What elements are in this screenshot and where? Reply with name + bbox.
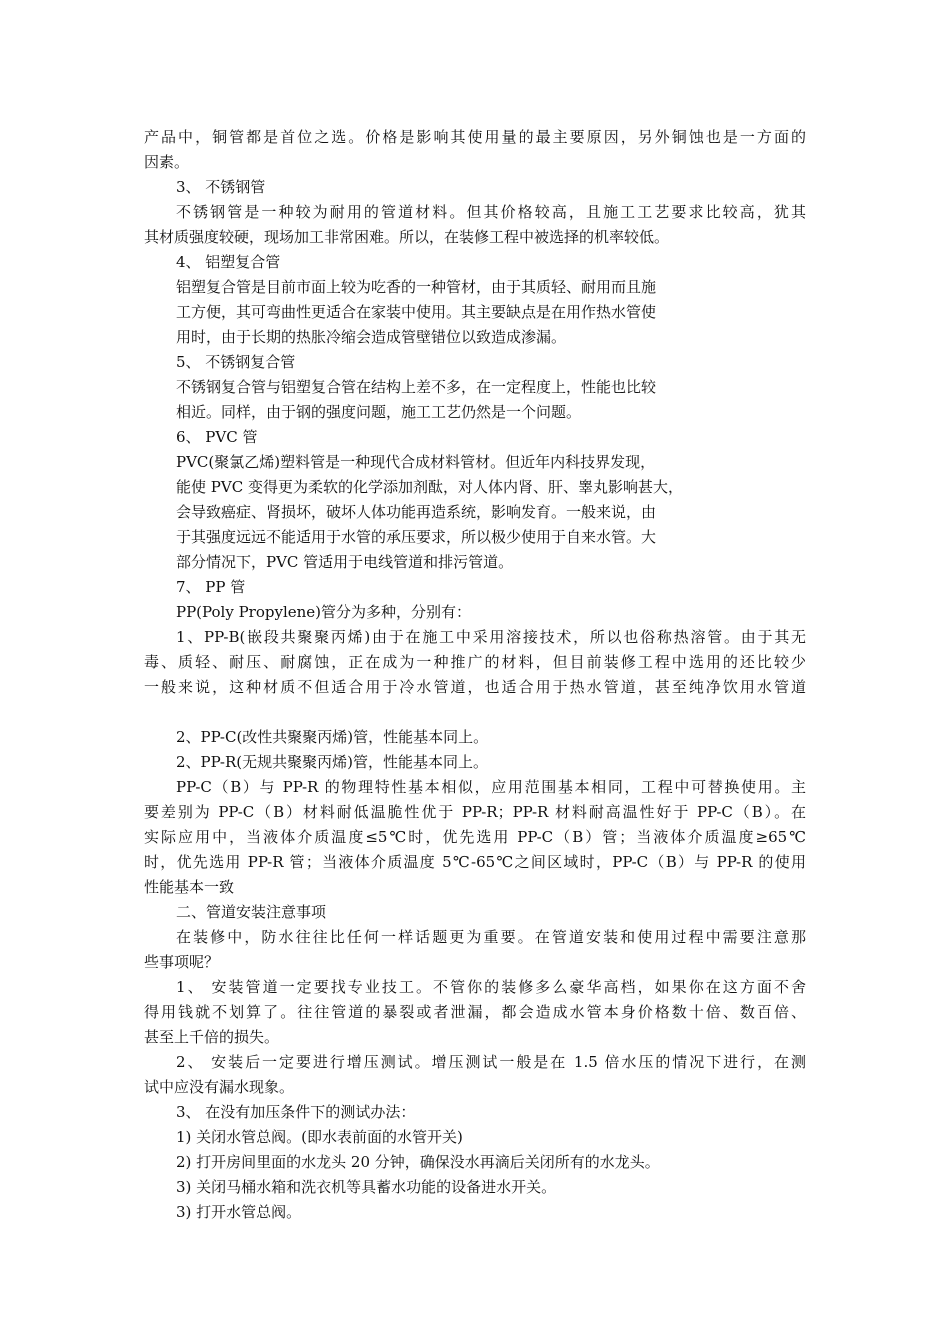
- text-line: 毒、质轻、耐压、耐腐蚀，正在成为一种推广的材料，但目前装修工程中选用的还比较少: [144, 653, 806, 671]
- text-line: 性能基本一致: [144, 878, 235, 896]
- text-line: 能使 PVC 变得更为柔软的化学添加剂酞，对人体内肾、肝、睾丸影响甚大，: [176, 478, 683, 496]
- text-line: 一般来说，这种材质不但适合用于冷水管道，也适合用于热水管道，甚至纯净饮用水管道: [144, 678, 806, 696]
- text-line: 3) 打开水管总阀。: [176, 1203, 302, 1221]
- text-line: 会导致癌症、肾损坏，破坏人体功能再造系统，影响发育。一般来说，由: [176, 503, 657, 521]
- text-line: 2、PP-C(改性共聚聚丙烯)管，性能基本同上。: [176, 728, 489, 746]
- text-line: 产品中，铜管都是首位之选。价格是影响其使用量的最主要原因，另外铜蚀也是一方面的: [144, 128, 806, 146]
- text-line: 3、 在没有加压条件下的测试办法：: [176, 1103, 416, 1121]
- text-line: 不锈钢管是一种较为耐用的管道材料。但其价格较高，且施工工艺要求比较高，犹其: [176, 203, 806, 221]
- text-line: 得用钱就不划算了。往往管道的暴裂或者泄漏，都会造成水管本身价格数十倍、数百倍、: [144, 1003, 806, 1021]
- text-line: PP-C（B）与 PP-R 的物理特性基本相似，应用范围基本相同，工程中可替换使用。主: [176, 778, 806, 796]
- text-line: 3) 关闭马桶水箱和洗衣机等具蓄水功能的设备进水开关。: [176, 1178, 557, 1196]
- text-line: 因素。: [144, 153, 190, 171]
- text-line: 其材质强度较硬，现场加工非常困难。所以，在装修工程中被选择的机率较低。: [144, 228, 670, 246]
- text-line: 1) 关闭水管总阀。(即水表前面的水管开关): [176, 1128, 463, 1146]
- text-line: 些事项呢？: [144, 953, 220, 971]
- text-line: 2、 安装后一定要进行增压测试。增压测试一般是在 1.5 倍水压的情况下进行，在测: [176, 1053, 806, 1071]
- text-line: 相近。同样，由于钢的强度问题，施工工艺仍然是一个问题。: [176, 403, 582, 421]
- text-line: 甚至上千倍的损失。: [144, 1028, 280, 1046]
- text-line: 实际应用中，当液体介质温度≤5℃时，优先选用 PP-C（B）管；当液体介质温度≥65℃: [144, 828, 806, 846]
- text-line: 2、PP-R(无规共聚聚丙烯)管，性能基本同上。: [176, 753, 488, 771]
- section-heading: 二、管道安装注意事项: [176, 903, 327, 921]
- text-line: PP(Poly Propylene)管分为多种，分别有：: [176, 603, 472, 621]
- section-heading: 5、 不锈钢复合管: [176, 353, 296, 371]
- text-line: 铝塑复合管是目前市面上较为吃香的一种管材，由于其质轻、耐用而且施: [176, 278, 657, 296]
- text-line: PVC(聚氯乙烯)塑料管是一种现代合成材料管材。但近年内科技界发现，: [176, 453, 656, 471]
- text-line: 1、PP-B(嵌段共聚聚丙烯)由于在施工中采用溶接技术，所以也俗称热溶管。由于其无: [176, 628, 806, 646]
- text-line: 不锈钢复合管与铝塑复合管在结构上差不多，在一定程度上，性能也比较: [176, 378, 657, 396]
- text-line: 时，优先选用 PP-R 管；当液体介质温度 5℃-65℃之间区域时，PP-C（B）与 PP-R 的使用: [144, 853, 806, 871]
- text-line: 部分情况下，PVC 管适用于电线管道和排污管道。: [176, 553, 514, 571]
- text-line: 1、 安装管道一定要找专业技工。不管你的装修多么豪华高档，如果你在这方面不舍: [176, 978, 806, 996]
- text-line: 用时，由于长期的热胀冷缩会造成管壁错位以致造成渗漏。: [176, 328, 567, 346]
- section-heading: 3、 不锈钢管: [176, 178, 266, 196]
- section-heading: 7、 PP 管: [176, 578, 246, 596]
- section-heading: 6、 PVC 管: [176, 428, 258, 446]
- text-line: 要差别为 PP-C（B）材料耐低温脆性优于 PP-R；PP-R 材料耐高温性好于 PP-C（B）。在: [144, 803, 806, 821]
- section-heading: 4、 铝塑复合管: [176, 253, 281, 271]
- text-line: 在装修中，防水往往比任何一样话题更为重要。在管道安装和使用过程中需要注意那: [176, 928, 806, 946]
- text-line: 试中应没有漏水现象。: [144, 1078, 295, 1096]
- text-line: 工方便，其可弯曲性更适合在家装中使用。其主要缺点是在用作热水管使: [176, 303, 657, 321]
- text-line: 2) 打开房间里面的水龙头 20 分钟，确保没水再滴后关闭所有的水龙头。: [176, 1153, 660, 1171]
- text-line: 于其强度远远不能适用于水管的承压要求，所以极少使用于自来水管。大: [176, 528, 657, 546]
